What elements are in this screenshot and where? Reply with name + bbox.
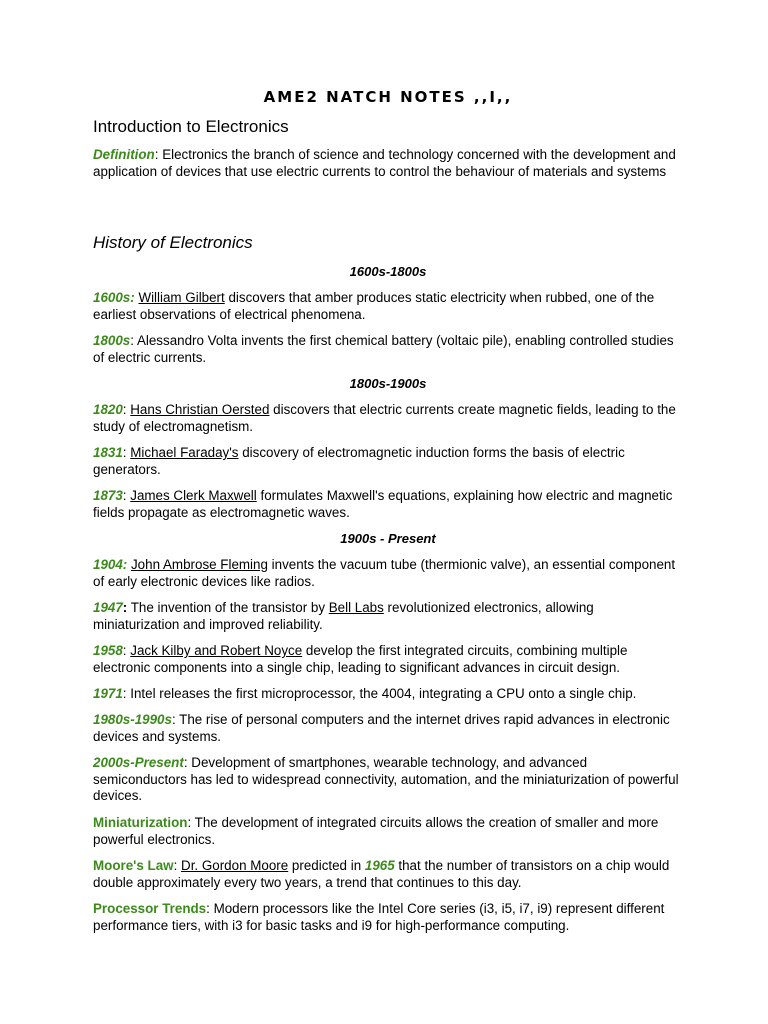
entry-1904: 1904: John Ambrose Fleming invents the vacuum tube (thermionic valve), an essential component of early electronic devices like radios. [93, 557, 676, 589]
entry-2000s-present: 2000s-Present: Development of smartphones, wearable technology, and advanced semiconductors has led to widespread connectivity, automation, and the miniaturization of powerful devices. [93, 755, 679, 803]
definition-paragraph [93, 147, 683, 180]
entry-1971: 1971: Intel releases the first microprocessor, the 4004, integrating a CPU onto a single chip. [93, 686, 637, 701]
entry-1980s-1990s: 1980s-1990s: The rise of personal computers and the internet drives rapid advances in electronic devices and systems. [93, 712, 670, 744]
link-michael-faraday[interactable]: Michael Faraday's [130, 445, 239, 460]
link-hans-christian-oersted[interactable]: Hans Christian Oersted [130, 402, 270, 417]
entry-processor-trends: Processor Trends: Modern processors like the Intel Core series (i3, i5, i7, i9) represent different performance tiers, with i3 for basic tasks and i9 for high-performance computing. [93, 901, 665, 933]
entry-1873: 1873: James Clerk Maxwell formulates Maxwell's equations, explaining how electric and magnetic fields propagate as electromagnetic waves. [93, 488, 673, 520]
entry-1820: 1820: Hans Christian Oersted discovers that electric currents create magnetic fields, leading to the study of electromagnetism. [93, 402, 676, 434]
definition-label: Definition [93, 147, 155, 162]
history-heading: History of Electronics [93, 233, 253, 252]
document-title: AME2 NATCH NOTES ,,I,, [263, 88, 513, 106]
intro-heading: Introduction to Electronics [93, 117, 289, 136]
entry-miniaturization: Miniaturization: The development of integrated circuits allows the creation of smaller and more powerful electronics. [93, 815, 659, 847]
entry-1831: 1831: Michael Faraday's discovery of electromagnetic induction forms the basis of electric generators. [93, 445, 625, 477]
link-william-gilbert[interactable]: William Gilbert [138, 290, 225, 305]
link-jack-kilby-robert-noyce[interactable]: Jack Kilby and Robert Noyce [130, 643, 303, 658]
link-james-clerk-maxwell[interactable]: James Clerk Maxwell [130, 488, 257, 503]
entry-moores-law: Moore's Law: Dr. Gordon Moore predicted in 1965 that the number of transistors on a chip would double approximately every two years, a trend that continues to this day. [93, 858, 670, 890]
definition-text: : Electronics the branch of science and technology concerned with the development and application of devices that use electric currents to control the behaviour of materials and systems [93, 147, 676, 179]
entry-1800s: 1800s: Alessandro Volta invents the first chemical battery (voltaic pile), enabling controlled studies of electric currents. [93, 333, 674, 365]
link-bell-labs[interactable]: Bell Labs [328, 600, 384, 615]
section-heading-1800s: 1800s-1900s [349, 376, 427, 391]
entry-1947: 1947: The invention of the transistor by Bell Labs revolutionized electronics, allowing miniaturization and improved reliability. [93, 600, 594, 632]
entry-1600s: 1600s: William Gilbert discovers that amber produces static electricity when rubbed, one of the earliest observations of electrical phenomena. [93, 290, 655, 322]
link-gordon-moore[interactable]: Dr. Gordon Moore [181, 858, 289, 873]
entry-1958: 1958: Jack Kilby and Robert Noyce develop the first integrated circuits, combining multiple electronic components into a single chip, leading to significant advances in circuit design. [93, 643, 628, 675]
link-john-ambrose-fleming[interactable]: John Ambrose Fleming [130, 557, 268, 572]
section-heading-1600s: 1600s-1800s [349, 264, 427, 279]
section-heading-1900s: 1900s - Present [340, 531, 436, 546]
